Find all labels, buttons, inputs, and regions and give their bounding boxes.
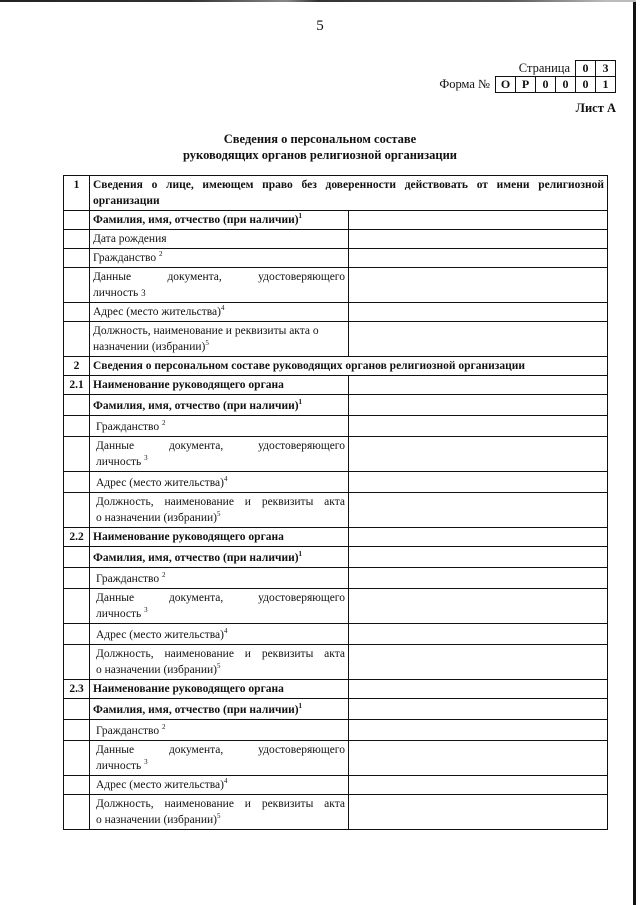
field-label-birthdate: Дата рождения bbox=[90, 230, 349, 249]
field-label-fio: Фамилия, имя, отчество (при наличии)$^1$ bbox=[90, 699, 349, 720]
table-row bbox=[64, 568, 608, 589]
table-row bbox=[64, 720, 608, 741]
table-row bbox=[64, 528, 608, 547]
scan-edge-top bbox=[0, 0, 636, 2]
field-label-citizenship: Гражданство $^2$ bbox=[90, 249, 349, 268]
field-label-address: Адрес (место жительства)$^4$ bbox=[90, 303, 349, 322]
field-value-citizenship[interactable] bbox=[349, 568, 608, 589]
page-digit: 0 bbox=[575, 60, 596, 77]
table-row bbox=[64, 547, 608, 568]
field-label-citizenship: Гражданство $^2$ bbox=[90, 416, 349, 437]
field-label-position: Должность, наименование и реквизиты акта о назначении (избрании)$^5$ bbox=[90, 645, 349, 680]
field-value-address[interactable] bbox=[349, 624, 608, 645]
form-code-char: Р bbox=[515, 76, 536, 93]
field-value-position[interactable] bbox=[349, 645, 608, 680]
field-value-body-name[interactable] bbox=[349, 680, 608, 699]
field-value-body-name[interactable] bbox=[349, 528, 608, 547]
field-value-id-document[interactable] bbox=[349, 589, 608, 624]
subsection-2-1 bbox=[64, 376, 608, 528]
field-label-position: Должность, наименование и реквизиты акта о назначении (избрании)$^5$ bbox=[90, 322, 349, 357]
field-value-citizenship[interactable] bbox=[349, 720, 608, 741]
field-value-body-name[interactable] bbox=[349, 376, 608, 395]
form-code-char: 0 bbox=[575, 76, 596, 93]
field-label-fio: Фамилия, имя, отчество (при наличии)$^1$ bbox=[90, 547, 349, 568]
field-label-address: Адрес (место жительства)$^4$ bbox=[90, 624, 349, 645]
field-value-id-document[interactable] bbox=[349, 437, 608, 472]
document-title bbox=[0, 131, 640, 163]
table-row bbox=[64, 472, 608, 493]
form-code-char: 0 bbox=[555, 76, 576, 93]
section-heading: Сведения о лице, имеющем право без доверенности действовать от имени религиозной организации bbox=[90, 176, 608, 211]
field-value-citizenship[interactable] bbox=[349, 416, 608, 437]
field-label-citizenship: Гражданство $^2$ bbox=[90, 720, 349, 741]
form-table bbox=[63, 175, 608, 830]
table-row bbox=[64, 699, 608, 720]
subsection-number: 2.3 bbox=[64, 680, 90, 699]
form-code-row bbox=[439, 76, 616, 93]
subsection-2-2 bbox=[64, 528, 608, 680]
field-label-address: Адрес (место жительства)$^4$ bbox=[90, 472, 349, 493]
field-label-position: Должность, наименование и реквизиты акта о назначении (избрании)$^5$ bbox=[90, 493, 349, 528]
field-label-body-name: Наименование руководящего органа bbox=[90, 376, 349, 395]
table-row bbox=[64, 416, 608, 437]
section-number: 1 bbox=[64, 176, 90, 211]
form-code-char: 1 bbox=[595, 76, 616, 93]
table-row bbox=[64, 211, 608, 230]
section-2-heading-row bbox=[64, 357, 608, 376]
title-line-1: Сведения о персональном составе bbox=[223, 132, 417, 146]
table-row bbox=[64, 376, 608, 395]
form-code-char: О bbox=[495, 76, 516, 93]
field-value-position[interactable] bbox=[349, 493, 608, 528]
table-row bbox=[64, 437, 608, 472]
field-label-address: Адрес (место жительства)$^4$ bbox=[90, 776, 349, 795]
field-value-fio[interactable] bbox=[349, 211, 608, 230]
table-row bbox=[64, 645, 608, 680]
field-label-fio: Фамилия, имя, отчество (при наличии)$^1$ bbox=[90, 211, 349, 230]
field-value-birthdate[interactable] bbox=[349, 230, 608, 249]
field-value-position[interactable] bbox=[349, 322, 608, 357]
table-row bbox=[64, 395, 608, 416]
title-line-2: руководящих органов религиозной организации bbox=[183, 148, 457, 162]
table-row bbox=[64, 249, 608, 268]
subsection-2-3 bbox=[64, 680, 608, 830]
section-number: 2 bbox=[64, 357, 90, 376]
field-value-address[interactable] bbox=[349, 303, 608, 322]
field-value-fio[interactable] bbox=[349, 699, 608, 720]
field-label-id-document: Данные документа, удостоверяющего личность $^3$ bbox=[90, 741, 349, 776]
field-value-id-document[interactable] bbox=[349, 268, 608, 303]
form-code-char: 0 bbox=[535, 76, 556, 93]
table-row bbox=[64, 322, 608, 357]
field-label-id-document: Данные документа, удостоверяющего личность 3 bbox=[90, 268, 349, 303]
section-1-heading-row bbox=[64, 176, 608, 211]
field-label-body-name: Наименование руководящего органа bbox=[90, 528, 349, 547]
field-value-address[interactable] bbox=[349, 776, 608, 795]
table-row bbox=[64, 493, 608, 528]
field-label-id-document: Данные документа, удостоверяющего личность $^3$ bbox=[90, 437, 349, 472]
field-label-body-name: Наименование руководящего органа bbox=[90, 680, 349, 699]
field-value-id-document[interactable] bbox=[349, 741, 608, 776]
table-row bbox=[64, 268, 608, 303]
page-label: Страница bbox=[518, 61, 570, 75]
field-value-fio[interactable] bbox=[349, 547, 608, 568]
table-row bbox=[64, 795, 608, 830]
form-header bbox=[439, 60, 616, 116]
table-row bbox=[64, 303, 608, 322]
field-label-fio: Фамилия, имя, отчество (при наличии)$^1$ bbox=[90, 395, 349, 416]
table-row bbox=[64, 230, 608, 249]
table-row bbox=[64, 589, 608, 624]
field-value-address[interactable] bbox=[349, 472, 608, 493]
table-row bbox=[64, 741, 608, 776]
field-label-citizenship: Гражданство $^2$ bbox=[90, 568, 349, 589]
field-label-id-document: Данные документа, удостоверяющего личность $^3$ bbox=[90, 589, 349, 624]
field-label-position: Должность, наименование и реквизиты акта о назначении (избрании)$^5$ bbox=[90, 795, 349, 830]
table-row bbox=[64, 776, 608, 795]
form-label: Форма № bbox=[439, 77, 490, 91]
page-number: 5 bbox=[316, 18, 324, 34]
field-value-fio[interactable] bbox=[349, 395, 608, 416]
subsection-number: 2.2 bbox=[64, 528, 90, 547]
table-row bbox=[64, 680, 608, 699]
table-row bbox=[64, 624, 608, 645]
field-value-citizenship[interactable] bbox=[349, 249, 608, 268]
subsection-number: 2.1 bbox=[64, 376, 90, 395]
field-value-position[interactable] bbox=[349, 795, 608, 830]
page-digit: 3 bbox=[595, 60, 616, 77]
page-code-row bbox=[439, 60, 616, 77]
section-heading: Сведения о персональном составе руководящих органов религиозной организации bbox=[90, 357, 608, 376]
sheet-label: Лист А bbox=[575, 101, 616, 115]
